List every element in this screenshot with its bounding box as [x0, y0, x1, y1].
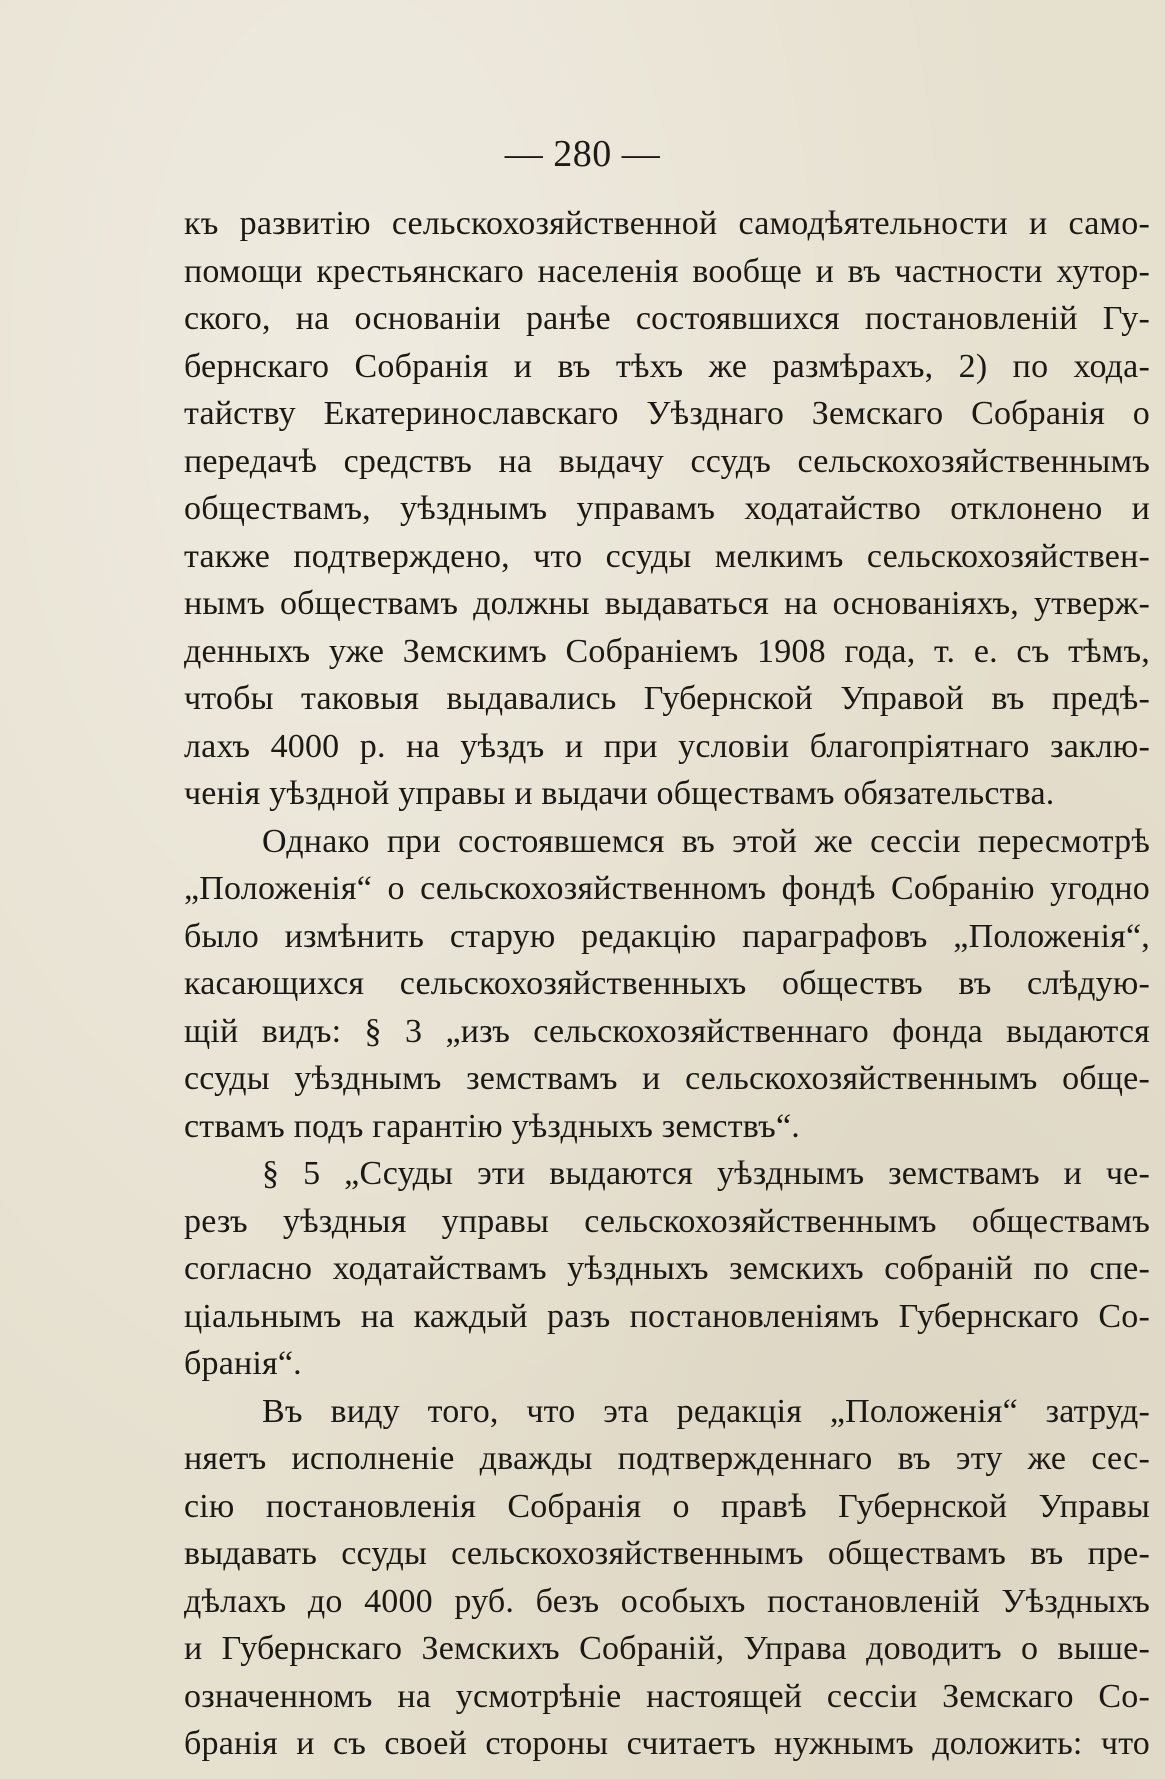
body-text: [184, 200, 1150, 1768]
text-line: щій видъ: § 3 „изъ сельскохозяйственнаго фонда выдаются: [184, 1012, 1150, 1050]
text-line: бранія и съ своей стороны считаетъ нужнымъ доложить: что: [184, 1725, 1150, 1762]
text-line: Однако при состоявшемся въ этой же сессіи пересмотрѣ: [262, 822, 1150, 860]
text-line: помощи крестьянскаго населенія вообще и въ частности хутор-: [184, 252, 1150, 290]
text-line: было измѣнить старую редакцію параграфовъ „Положенія“,: [184, 917, 1150, 955]
text-line: ціальнымъ на каждый разъ постановленіямъ Губернскаго Со-: [184, 1297, 1150, 1335]
text-line: резъ уѣздныя управы сельскохозяйственнымъ обществамъ: [184, 1202, 1150, 1240]
text-line: денныхъ уже Земскимъ Собраніемъ 1908 года, т. е. съ тѣмъ,: [184, 632, 1150, 670]
page-number: — 280 —: [504, 133, 661, 175]
text-line: бернскаго Собранія и въ тѣхъ же размѣрахъ, 2) по хода-: [184, 347, 1150, 385]
text-line: няетъ исполненіе дважды подтвержденнаго въ эту же сес-: [184, 1440, 1150, 1477]
text-line: тайству Екатеринославскаго Уѣзднаго Земскаго Собранія о: [184, 395, 1150, 432]
text-line: дѣлахъ до 4000 руб. безъ особыхъ постановленій Уѣздныхъ: [184, 1582, 1150, 1620]
text-line: „Положенія“ о сельскохозяйственномъ фондѣ Собранію угодно: [184, 870, 1150, 907]
text-line: означенномъ на усмотрѣніе настоящей сессіи Земскаго Со-: [184, 1677, 1150, 1715]
text-line: § 5 „Ссуды эти выдаются уѣзднымъ земствамъ и че-: [262, 1155, 1150, 1192]
text-line: выдавать ссуды сельскохозяйственнымъ обществамъ въ пре-: [184, 1535, 1150, 1572]
text-line: передачѣ средствъ на выдачу ссудъ сельскохозяйственнымъ: [184, 442, 1150, 480]
paragraph-1: [184, 200, 1150, 818]
text-line: сію постановленія Собранія о правѣ Губернской Управы: [184, 1487, 1150, 1525]
text-line: чтобы таковыя выдавались Губернской Управой въ предѣ-: [184, 680, 1150, 717]
paragraph-3: [184, 1150, 1150, 1388]
text-line: къ развитію сельскохозяйственной самодѣятельности и само-: [184, 205, 1150, 242]
text-line: бранія“.: [184, 1345, 302, 1382]
text-line: и Губернскаго Земскихъ Собраній, Управа доводитъ о выше-: [184, 1630, 1150, 1667]
text-line: Въ виду того, что эта редакція „Положенія“ затруд-: [262, 1392, 1150, 1430]
text-line: также подтверждено, что ссуды мелкимъ сельскохозяйствен-: [184, 537, 1150, 575]
text-line: лахъ 4000 р. на уѣздъ и при условіи благопріятнаго заклю-: [184, 727, 1150, 765]
text-line: согласно ходатайствамъ уѣздныхъ земскихъ собраній по спе-: [184, 1250, 1150, 1287]
text-line: ссуды уѣзднымъ земствамъ и сельскохозяйственнымъ обще-: [184, 1060, 1150, 1097]
text-line: нымъ обществамъ должны выдаваться на основаніяхъ, утверж-: [184, 585, 1150, 622]
text-line: касающихся сельскохозяйственныхъ обществъ въ слѣдую-: [184, 965, 1150, 1002]
text-line: ского, на основаніи ранѣе состоявшихся постановленій Гу-: [184, 300, 1150, 337]
text-line: ствамъ подъ гарантію уѣздныхъ земствъ“.: [184, 1107, 800, 1145]
paragraph-4: [184, 1388, 1150, 1768]
text-line: обществамъ, уѣзднымъ управамъ ходатайство отклонено и: [184, 490, 1150, 527]
paragraph-2: [184, 818, 1150, 1151]
text-line: ченія уѣздной управы и выдачи обществамъ обязательства.: [184, 775, 1055, 812]
